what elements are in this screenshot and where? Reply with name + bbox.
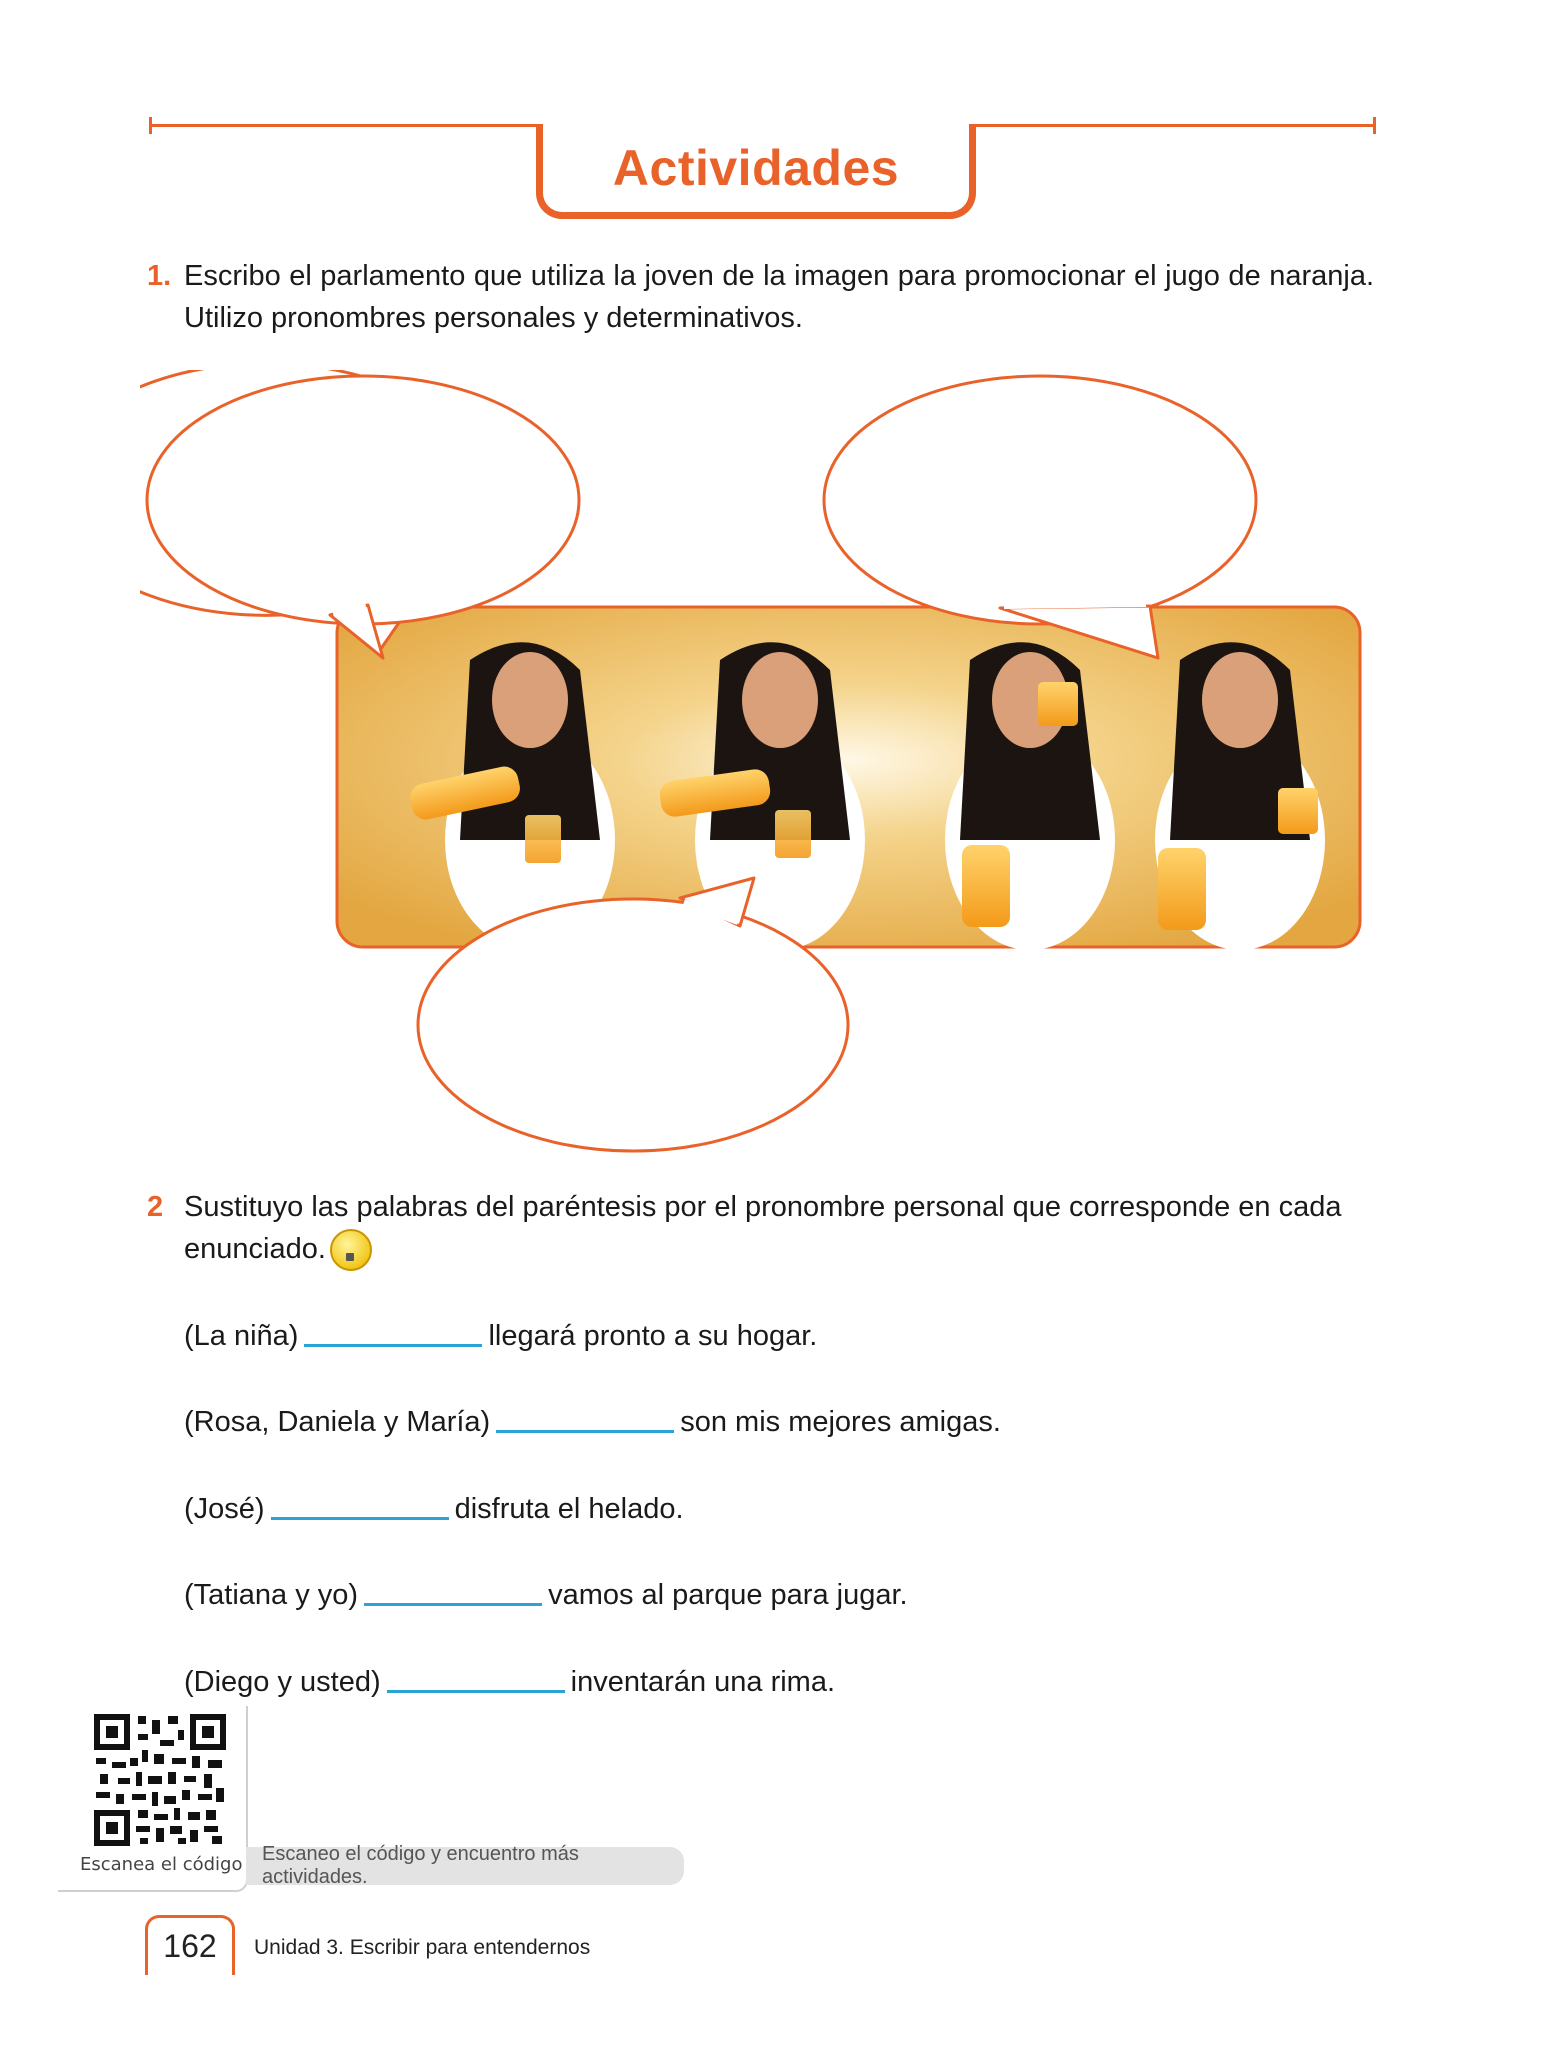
activity-1-instruction: Escribo el parlamento que utiliza la joven de la imagen para promocionar el jugo de naranja. Utilizo pronombres personales y determinativos. bbox=[184, 260, 1374, 334]
sentence-row bbox=[184, 1575, 908, 1615]
unit-title: Unidad 3. Escribir para entendernos bbox=[254, 1936, 591, 1959]
sentence-row bbox=[184, 1662, 835, 1702]
qr-scan-label: Escanea el código bbox=[80, 1854, 243, 1875]
qr-caption-bar bbox=[246, 1843, 684, 1888]
sentence-prefix: (Rosa, Daniela y María) bbox=[184, 1406, 491, 1438]
header-rule-right-tick bbox=[1373, 117, 1376, 134]
sentence-suffix: son mis mejores amigas. bbox=[680, 1406, 1001, 1438]
sentence-suffix: inventarán una rima. bbox=[570, 1666, 836, 1698]
answer-blank[interactable] bbox=[364, 1603, 542, 1606]
answer-blank[interactable] bbox=[387, 1690, 565, 1693]
sentence-prefix: (Tatiana y yo) bbox=[184, 1579, 359, 1611]
page-number: 162 bbox=[163, 1928, 217, 1964]
sentence-row bbox=[184, 1316, 817, 1356]
qr-caption: Escaneo el código y encuentro más actividades. bbox=[262, 1843, 579, 1888]
answer-blank[interactable] bbox=[496, 1430, 674, 1433]
header-rule-left-tick bbox=[149, 117, 152, 134]
qr-code-icon[interactable] bbox=[94, 1714, 226, 1846]
title-box bbox=[536, 124, 976, 219]
sentence-suffix: llegará pronto a su hogar. bbox=[488, 1320, 818, 1352]
speech-bubble-illustration bbox=[140, 370, 1380, 1170]
sentence-suffix: vamos al parque para jugar. bbox=[548, 1579, 908, 1611]
activity-2-instruction bbox=[184, 1186, 1374, 1271]
sentence-prefix: (José) bbox=[184, 1493, 265, 1525]
activity-2-instruction-text: Sustituyo las palabras del paréntesis por el pronombre personal que corresponde en cada enunciado. bbox=[184, 1191, 1342, 1265]
lightbulb-icon bbox=[330, 1229, 372, 1271]
answer-blank[interactable] bbox=[304, 1344, 482, 1347]
page-title: Actividades bbox=[612, 140, 900, 196]
activity-1-number: 1. bbox=[147, 260, 172, 292]
page-number-box bbox=[145, 1915, 235, 1975]
sentence-row bbox=[184, 1489, 684, 1529]
activity-2-number: 2 bbox=[147, 1191, 164, 1223]
sentence-prefix: (La niña) bbox=[184, 1320, 299, 1352]
sentence-row bbox=[184, 1402, 1001, 1442]
answer-blank[interactable] bbox=[271, 1517, 449, 1520]
sentence-prefix: (Diego y usted) bbox=[184, 1666, 381, 1698]
sentence-suffix: disfruta el helado. bbox=[454, 1493, 684, 1525]
